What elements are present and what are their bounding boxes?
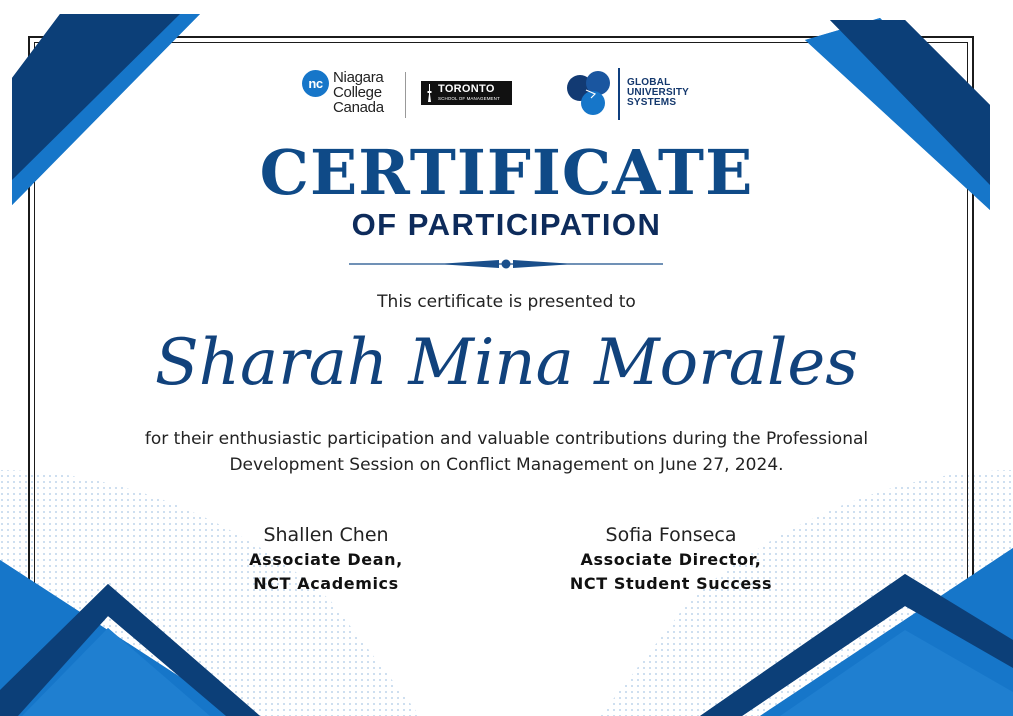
signatory-title-line-2: NCT Student Success bbox=[569, 574, 773, 593]
signatory-title-line-1: Associate Director, bbox=[580, 550, 762, 569]
signatory-right bbox=[541, 522, 801, 596]
toronto-school-logo bbox=[421, 81, 512, 105]
gus-logo-text bbox=[627, 78, 689, 108]
cn-tower-icon bbox=[425, 84, 434, 102]
toronto-logo-subtitle: SCHOOL OF MANAGEMENT bbox=[438, 96, 500, 101]
nc-line-3: Canada bbox=[333, 99, 384, 116]
nc-line-2: College bbox=[333, 84, 382, 101]
nc-logo-text bbox=[333, 70, 384, 115]
nc-logo-mark: nc bbox=[302, 70, 329, 97]
description-line-1: for their enthusiastic participation and valuable contributions during the Professional bbox=[144, 429, 869, 449]
signatory-left bbox=[196, 522, 456, 596]
gus-line-2: UNIVERSITY bbox=[627, 87, 690, 98]
gus-circles-icon bbox=[566, 68, 614, 118]
certificate-title: CERTIFICATE bbox=[259, 136, 754, 209]
gus-divider bbox=[618, 68, 620, 120]
logo-row bbox=[0, 66, 1013, 126]
signatory-name: Shallen Chen bbox=[263, 524, 389, 546]
certificate-subtitle: OF PARTICIPATION bbox=[351, 207, 662, 242]
gus-line-1: GLOBAL bbox=[627, 77, 671, 88]
global-university-systems-logo bbox=[566, 68, 706, 122]
description-line-2: Development Session on Conflict Management on June 27, 2024. bbox=[229, 455, 784, 475]
logo-divider bbox=[405, 72, 406, 118]
nc-line-1: Niagara bbox=[333, 69, 384, 86]
recipient-name: Sharah Mina Morales bbox=[154, 326, 859, 400]
presented-to-text: This certificate is presented to bbox=[377, 292, 636, 312]
toronto-logo-name: TORONTO bbox=[438, 83, 495, 95]
signatory-title-line-1: Associate Dean, bbox=[249, 550, 403, 569]
niagara-college-logo bbox=[302, 68, 406, 122]
certificate-description bbox=[120, 426, 893, 478]
divider-ornament bbox=[349, 255, 663, 273]
signatory-name: Sofia Fonseca bbox=[605, 524, 737, 546]
signatory-title-line-2: NCT Academics bbox=[253, 574, 399, 593]
gus-line-3: SYSTEMS bbox=[627, 97, 677, 108]
